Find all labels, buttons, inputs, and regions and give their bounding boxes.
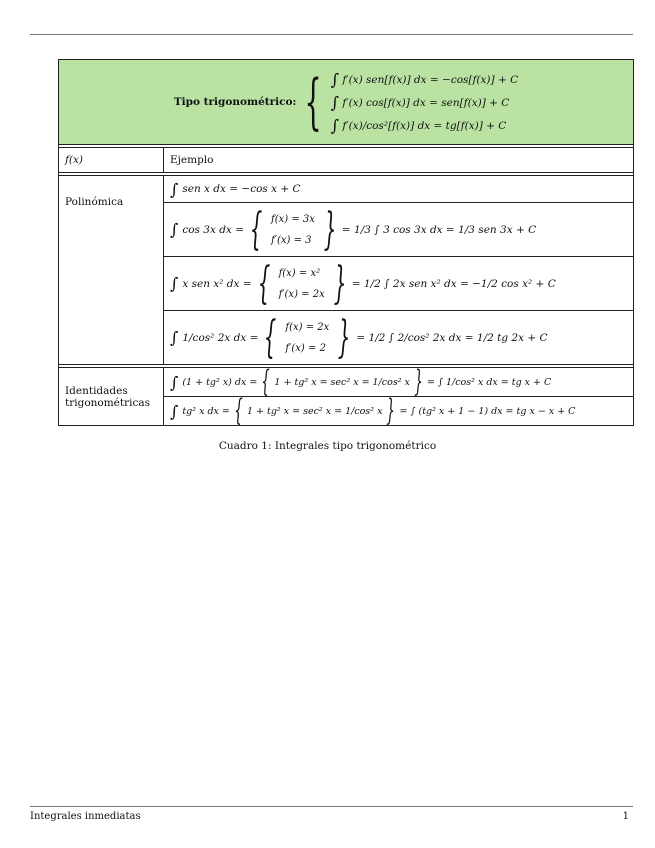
group-label-polinomica: Polinómica bbox=[59, 176, 164, 365]
integrals-table bbox=[58, 59, 634, 426]
table-row: ∫ 1/cos² 2x dx = { f(x) = 2x f′(x) = 2 } = 1/2 ∫ 2/cos² 2x dx = 1/2 tg 2x + C bbox=[164, 311, 634, 365]
table-row: ∫ tg² x dx = { 1 + tg² x = sec² x = 1/cos² x } = ∫ (tg² x + 1 − 1) dx = tg x − x + C bbox=[164, 397, 634, 426]
header-formula-2: f′(x) cos[f(x)] dx = sen[f(x)] + C bbox=[342, 96, 510, 109]
header-formula-3: f′(x)/cos²[f(x)] dx = tg[f(x)] + C bbox=[342, 119, 507, 132]
col-header-ejemplo: Ejemplo bbox=[164, 148, 634, 173]
table-header-cell bbox=[59, 60, 634, 145]
table-row: ∫ (1 + tg² x) dx = { 1 + tg² x = sec² x = 1/cos² x } = ∫ 1/cos² x dx = tg x + C bbox=[164, 368, 634, 397]
table-row: ∫ cos 3x dx = { f(x) = 3x f′(x) = 3 } = 1/3 ∫ 3 cos 3x dx = 1/3 sen 3x + C bbox=[164, 203, 634, 257]
header-title: Tipo trigonométrico: bbox=[173, 96, 297, 108]
table-caption: Cuadro 1: Integrales tipo trigonométrico bbox=[218, 440, 437, 452]
header-formula-1: f′(x) sen[f(x)] dx = −cos[f(x)] + C bbox=[342, 73, 519, 86]
footer-rule bbox=[30, 806, 633, 807]
header-formulas: ∫ f′(x) sen[f(x)] dx = −cos[f(x)] + C ∫ f′(x) cos[f(x)] dx = sen[f(x)] + C ∫ f′(x)/cos²[f(x)] dx = tg[f(x)] + C bbox=[330, 69, 519, 135]
table-row: ∫ x sen x² dx = { f(x) = x² f′(x) = 2x } = 1/2 ∫ 2x sen x² dx = −1/2 cos x² + C bbox=[164, 257, 634, 311]
page-number: 1 bbox=[622, 811, 629, 822]
left-brace: { bbox=[304, 67, 323, 137]
header-rule bbox=[30, 34, 633, 35]
footer-title: Integrales inmediatas bbox=[30, 811, 141, 822]
col-header-fx: f(x) bbox=[59, 148, 164, 173]
table-row: ∫ sen x dx = −cos x + C bbox=[164, 176, 634, 203]
group-label-identidades: Identidades trigonométricas bbox=[59, 368, 164, 426]
